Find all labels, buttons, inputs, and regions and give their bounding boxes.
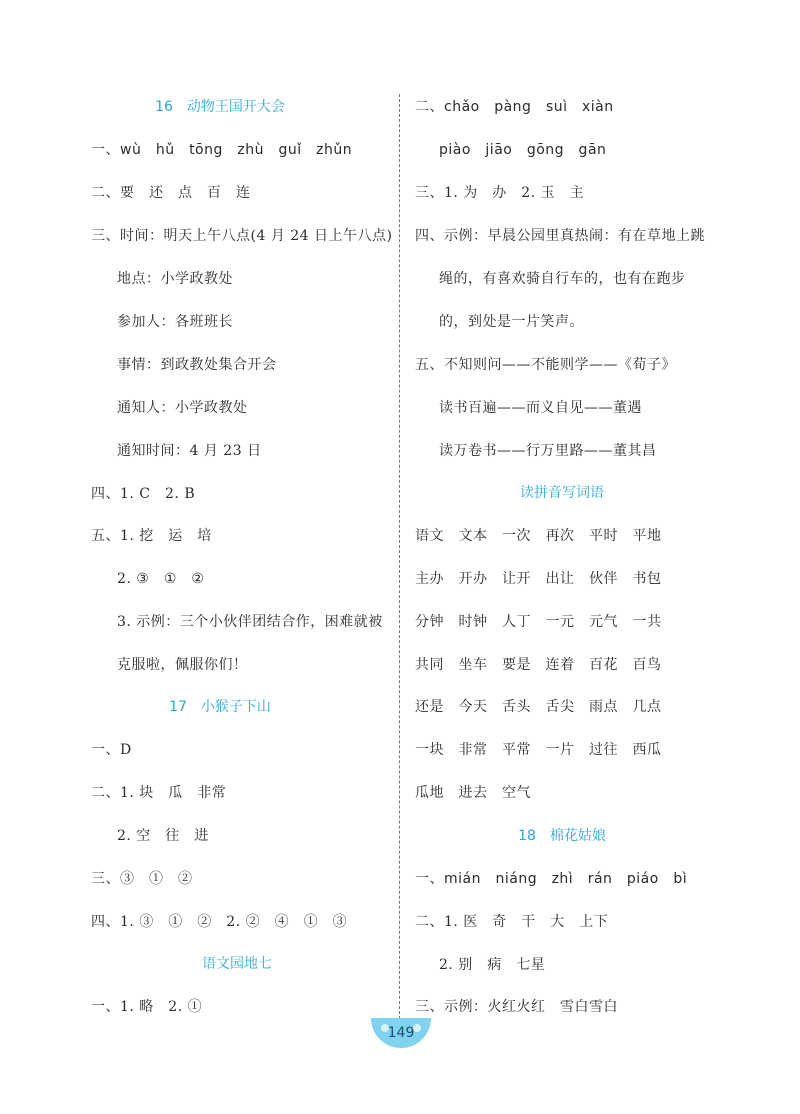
answer-line: 一、D [91, 742, 132, 758]
pinyin-words-heading: 读拼音写词语 [520, 485, 604, 501]
answer-line: 2. 空 往 进 [117, 828, 209, 844]
word-row: 瓜地 进去 空气 [415, 785, 531, 801]
answer-line: piào jiāo gōng gān [439, 142, 607, 158]
word-row: 共同 坐车 要是 连着 百花 百鸟 [415, 657, 662, 673]
word-row: 还是 今天 舌头 舌尖 雨点 几点 [415, 699, 662, 715]
answer-line: 四、1. ③ ① ② 2. ② ④ ① ③ [91, 914, 348, 930]
word-row: 一块 非常 平常 一片 过往 西瓜 [415, 742, 662, 758]
lesson-17-heading: 17 小猴子下山 [169, 699, 271, 715]
answer-line: 2. 别 病 七星 [439, 957, 546, 973]
lesson-18-heading: 18 棉花姑娘 [518, 828, 606, 844]
answer-line: 五、不知则问——不能则学——《荀子》 [415, 357, 676, 373]
answer-line: 四、示例：早晨公园里真热闹：有在草地上跳 [415, 228, 705, 244]
answer-line: 读书百遍——而义自见——董遇 [439, 400, 642, 416]
answer-line: 三、时间：明天上午八点(4 月 24 日上午八点) [91, 228, 393, 244]
answer-line: 的，到处是一片笑声。 [439, 314, 584, 330]
answer-line: 2. ③ ① ② [117, 571, 205, 587]
answer-line: 五、1. 挖 运 培 [91, 528, 212, 544]
page-number-badge [371, 1018, 431, 1048]
answer-line: 三、示例：火红火红 雪白雪白 [415, 999, 618, 1015]
answer-line: 一、wù hǔ tōng zhù guǐ zhǔn [91, 142, 353, 158]
answer-line: 读万卷书——行万里路——董其昌 [439, 443, 657, 459]
column-divider [399, 94, 400, 1029]
answer-line: 一、1. 略 2. ① [91, 999, 203, 1015]
word-row: 主办 开办 让开 出让 伙伴 书包 [415, 571, 662, 587]
answer-line: 三、③ ① ② [91, 871, 193, 887]
word-row: 分钟 时钟 人丁 一元 元气 一共 [415, 614, 662, 630]
answer-line: 二、1. 医 奇 干 大 上下 [415, 914, 609, 930]
yuwen-yuandi-heading: 语文园地七 [202, 956, 272, 972]
word-row: 语文 文本 一次 再次 平时 平地 [415, 528, 662, 544]
page-number: 149 [387, 1025, 415, 1041]
answer-line: 二、1. 块 瓜 非常 [91, 785, 227, 801]
answer-line: 三、1. 为 办 2. 玉 主 [415, 185, 585, 201]
answer-line: 绳的，有喜欢骑自行车的，也有在跑步 [439, 271, 686, 287]
answer-line: 通知人：小学政教处 [117, 400, 248, 416]
answer-line: 3. 示例：三个小伙伴团结合作，困难就被 [117, 614, 383, 630]
answer-line: 参加人：各班班长 [117, 314, 233, 330]
answer-line: 事情：到政教处集合开会 [117, 357, 277, 373]
answer-line: 四、1. C 2. B [91, 486, 196, 502]
answer-line: 克服啦，佩服你们！ [117, 657, 248, 673]
lesson-16-heading: 16 动物王国开大会 [155, 99, 285, 115]
answer-line: 通知时间：4 月 23 日 [117, 443, 262, 459]
answer-line: 二、要 还 点 百 连 [91, 185, 251, 201]
answer-line: 地点：小学政教处 [117, 271, 233, 287]
answer-line: 二、chǎo pàng suì xiàn [415, 99, 614, 115]
answer-line: 一、mián niáng zhì rán piáo bì [415, 871, 688, 887]
